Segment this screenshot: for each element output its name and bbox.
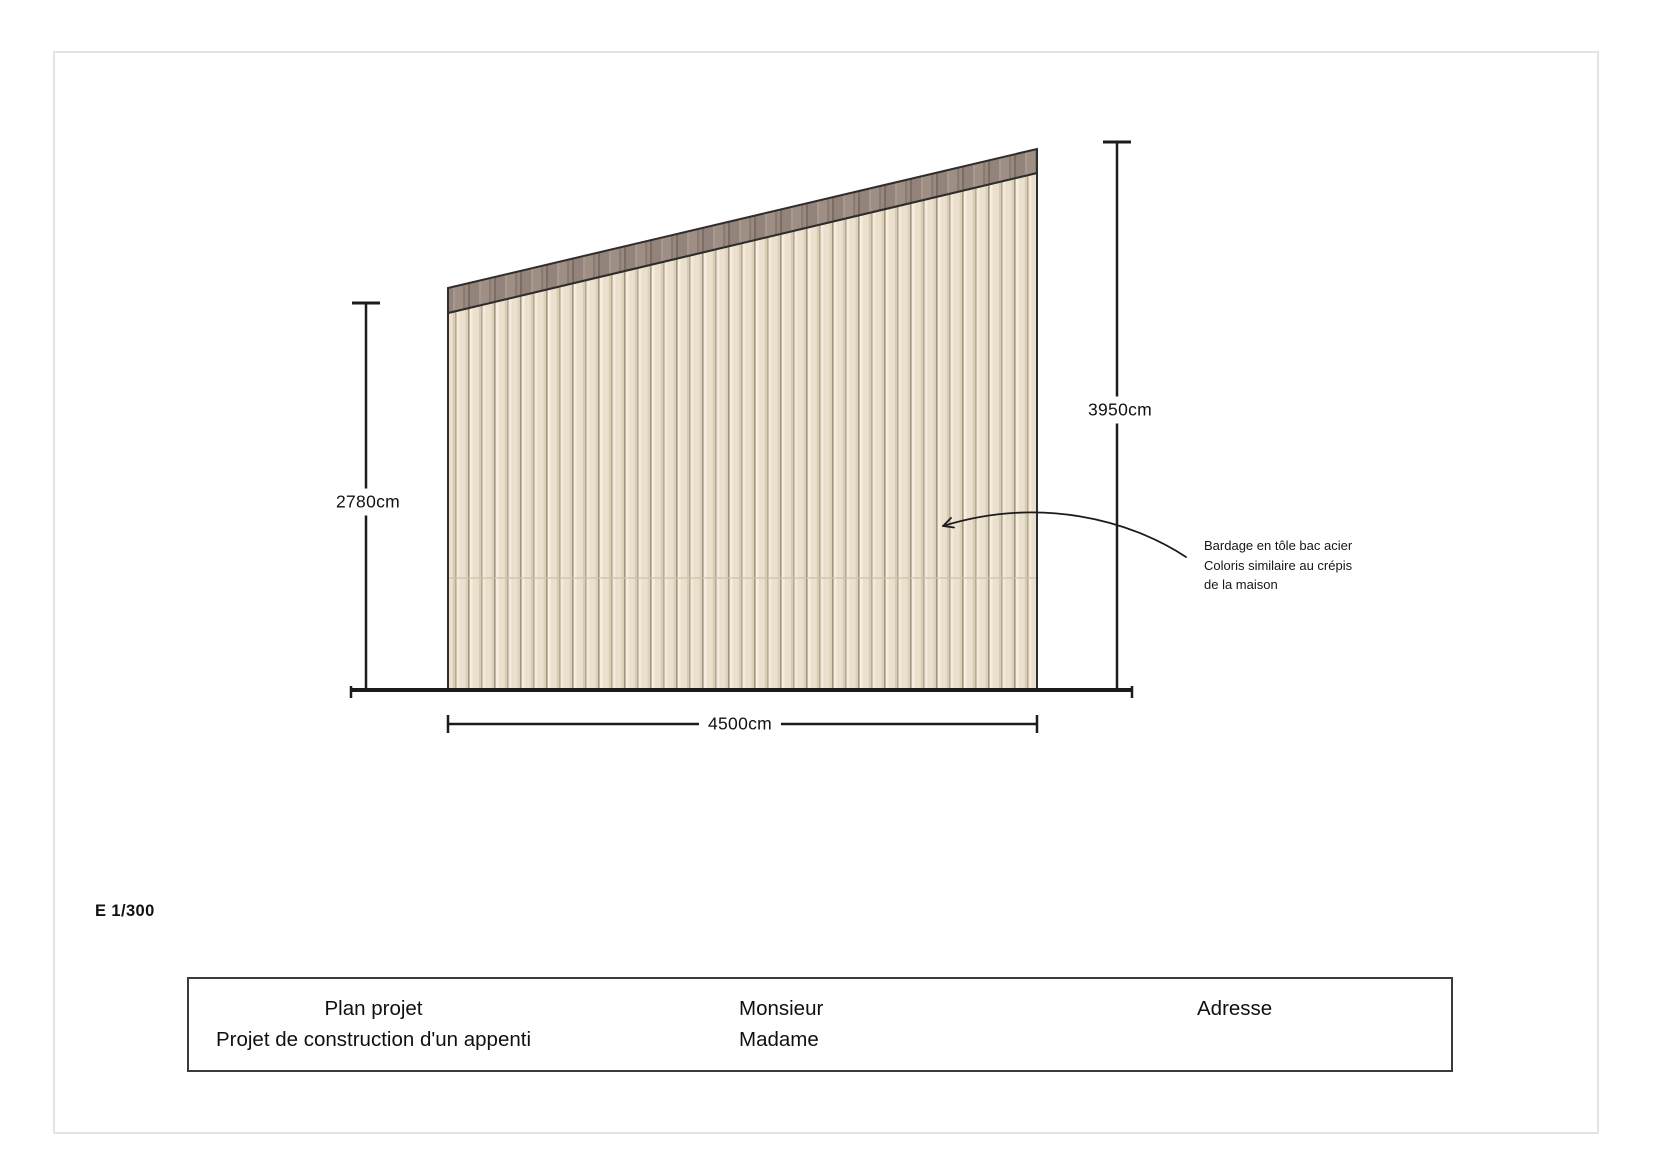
dimension-label-width: 4500cm [699, 711, 781, 738]
address-label: Adresse [1197, 997, 1273, 1020]
client-line-madame: Madame [739, 1028, 819, 1051]
annotation-line: Coloris similaire au crépis [1204, 557, 1353, 573]
project-subtitle: Projet de construction d'un appenti [215, 1028, 532, 1051]
title-block-client [739, 979, 823, 1055]
title-block-project [201, 979, 546, 1055]
title-block [187, 977, 1453, 1072]
annotation-line: Bardage en tôle bac acier [1204, 538, 1353, 553]
title-block-address [1197, 979, 1272, 1024]
wall-cladding [448, 173, 1037, 690]
project-title: Plan projet [324, 997, 423, 1020]
material-annotation [1204, 536, 1404, 595]
dimension-label-left-height: 2780cm [327, 489, 409, 516]
scale-label: E 1/300 [95, 902, 155, 920]
annotation-line: de la maison [1204, 577, 1278, 592]
client-line-monsieur: Monsieur [739, 997, 824, 1020]
dimension-label-right-height: 3950cm [1079, 397, 1161, 424]
